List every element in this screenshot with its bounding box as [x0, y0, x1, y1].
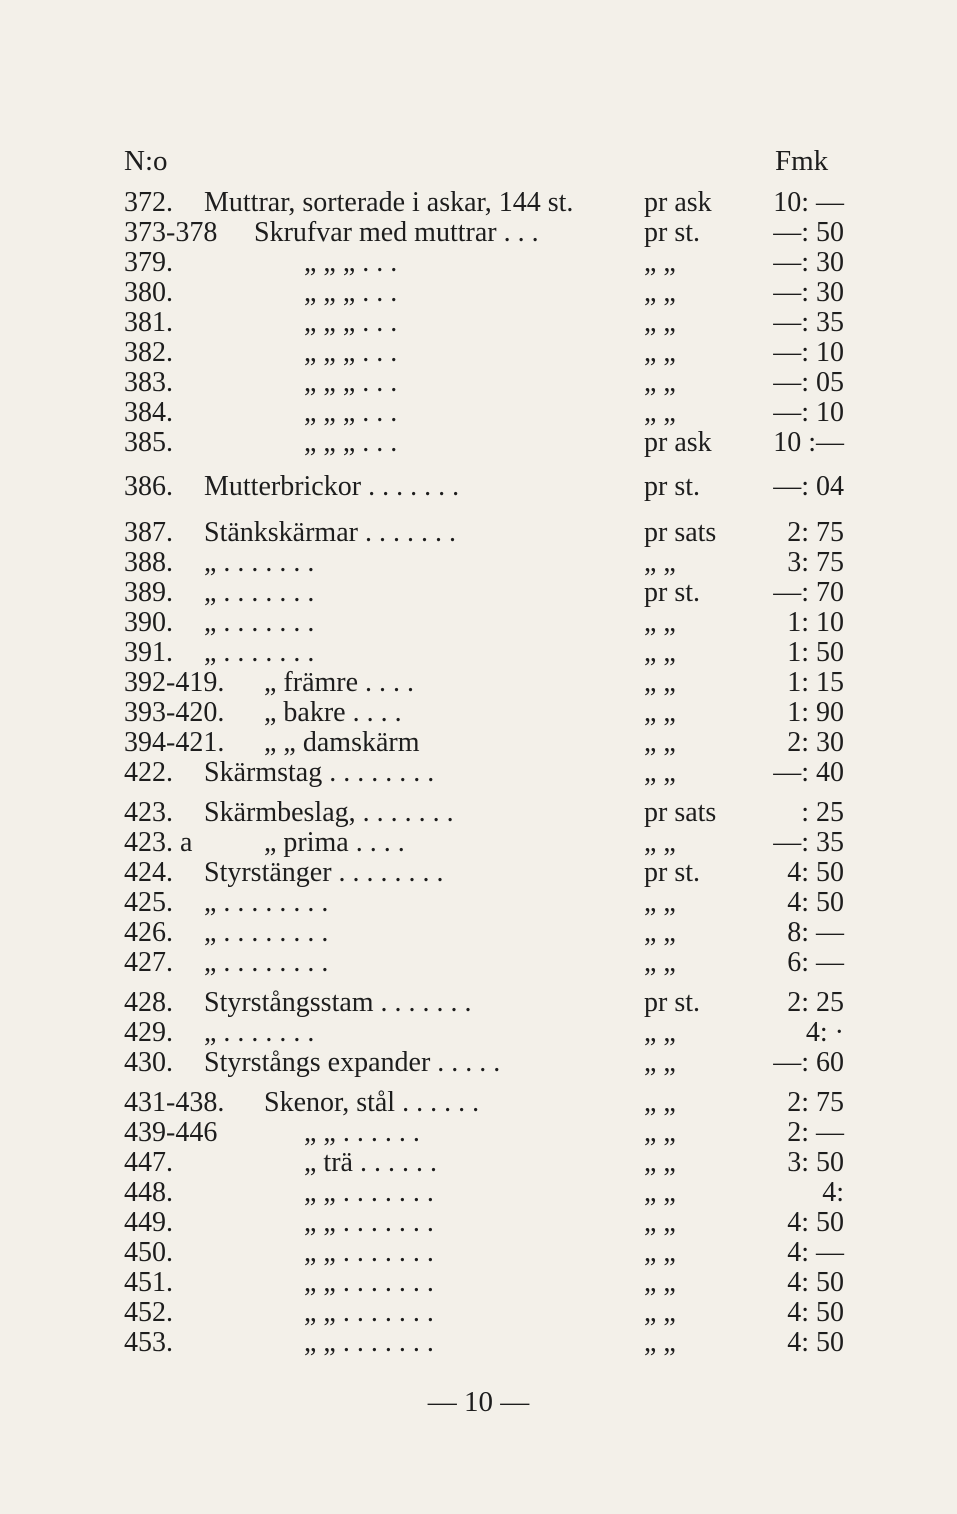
item-number: 393-420.: [124, 697, 225, 728]
item-unit: „ „: [644, 1147, 676, 1178]
list-item: [124, 1328, 844, 1358]
item-unit: „ „: [644, 1237, 676, 1268]
item-price: 3: 75: [787, 547, 844, 578]
item-description: „ . . . . . . .: [204, 637, 315, 668]
item-number: 390.: [124, 607, 173, 638]
item-unit: „ „: [644, 307, 676, 338]
list-item: [124, 728, 844, 758]
item-price: —: 04: [773, 471, 844, 502]
item-unit: „ „: [644, 757, 676, 788]
item-unit: „ „: [644, 367, 676, 398]
item-unit: „ „: [644, 397, 676, 428]
list-item: [124, 368, 844, 398]
item-unit: „ „: [644, 1017, 676, 1048]
item-description: „ . . . . . . . .: [204, 887, 329, 918]
item-price: 4: ·: [805, 1017, 844, 1048]
list-item: [124, 1018, 844, 1048]
item-description: „ „ „ . . .: [304, 367, 398, 398]
item-unit: „ „: [644, 607, 676, 638]
item-description: Skenor, stål . . . . . .: [264, 1087, 480, 1118]
item-unit: „ „: [644, 247, 676, 278]
item-unit: „ „: [644, 697, 676, 728]
item-price: 10: —: [773, 187, 844, 218]
item-price: 4: 50: [787, 887, 844, 918]
item-number: 439-446: [124, 1117, 218, 1148]
item-number: 448.: [124, 1177, 173, 1208]
item-price: 3: 50: [787, 1147, 844, 1178]
item-price: 2: —: [787, 1117, 844, 1148]
list-item: [124, 218, 844, 248]
item-description: „ „ . . . . . . .: [304, 1267, 434, 1298]
item-unit: „ „: [644, 667, 676, 698]
item-description: „ „ „ . . .: [304, 277, 398, 308]
list-item: [124, 608, 844, 638]
item-description: „ „ „ . . .: [304, 427, 398, 458]
item-description: „ „ „ . . .: [304, 247, 398, 278]
item-unit: „ „: [644, 947, 676, 978]
item-price: —: 10: [773, 337, 844, 368]
item-description: „ . . . . . . .: [204, 1017, 315, 1048]
item-description: „ „ . . . . . . .: [304, 1297, 434, 1328]
list-item: [124, 1268, 844, 1298]
item-unit: „ „: [644, 1177, 676, 1208]
item-description: „ bakre . . . .: [264, 697, 402, 728]
item-number: 383.: [124, 367, 173, 398]
item-unit: pr ask: [644, 187, 712, 218]
item-number: 373-378: [124, 217, 218, 248]
item-price: : 25: [801, 797, 844, 828]
item-description: „ . . . . . . .: [204, 607, 315, 638]
item-description: „ „ damskärm: [264, 727, 420, 758]
list-item: [124, 828, 844, 858]
list-item: [124, 758, 844, 788]
item-unit: „ „: [644, 1297, 676, 1328]
list-item: [124, 858, 844, 888]
item-number: 428.: [124, 987, 173, 1018]
item-price: —: 30: [773, 247, 844, 278]
list-item: [124, 338, 844, 368]
item-number: 429.: [124, 1017, 173, 1048]
item-number: 424.: [124, 857, 173, 888]
item-price: —: 70: [773, 577, 844, 608]
list-item: [124, 988, 844, 1018]
list-item: [124, 248, 844, 278]
item-unit: pr st.: [644, 987, 700, 1018]
item-number: 380.: [124, 277, 173, 308]
item-number: 387.: [124, 517, 173, 548]
list-item: [124, 548, 844, 578]
item-unit: „ „: [644, 727, 676, 758]
item-unit: „ „: [644, 827, 676, 858]
item-price: —: 60: [773, 1047, 844, 1078]
item-number: 389.: [124, 577, 173, 608]
number-column-header: N:o: [124, 145, 168, 177]
item-number: 392-419.: [124, 667, 225, 698]
item-price: 2: 75: [787, 1087, 844, 1118]
list-item: [124, 188, 844, 218]
item-unit: „ „: [644, 1327, 676, 1358]
item-number: 372.: [124, 187, 173, 218]
item-description: „ „ . . . . . .: [304, 1117, 420, 1148]
item-description: Skärmstag . . . . . . . .: [204, 757, 435, 788]
item-unit: pr st.: [644, 471, 700, 502]
item-price: 4: 50: [787, 1297, 844, 1328]
item-unit: „ „: [644, 887, 676, 918]
list-item: [124, 398, 844, 428]
list-item: [124, 888, 844, 918]
item-price: 2: 25: [787, 987, 844, 1018]
item-number: 381.: [124, 307, 173, 338]
item-description: „ „ „ . . .: [304, 307, 398, 338]
item-number: 449.: [124, 1207, 173, 1238]
item-unit: pr st.: [644, 857, 700, 888]
item-unit: „ „: [644, 637, 676, 668]
item-price: 4: 50: [787, 1207, 844, 1238]
item-description: Mutterbrickor . . . . . . .: [204, 471, 460, 502]
item-price: 4: —: [787, 1237, 844, 1268]
item-price: 1: 50: [787, 637, 844, 668]
item-number: 431-438.: [124, 1087, 225, 1118]
item-price: 4: 50: [787, 857, 844, 888]
item-number: 453.: [124, 1327, 173, 1358]
item-description: „ „ „ . . .: [304, 397, 398, 428]
list-item: [124, 1148, 844, 1178]
item-description: Stänkskärmar . . . . . . .: [204, 517, 456, 548]
item-description: Styrstångs expander . . . . .: [204, 1047, 501, 1078]
list-item: [124, 798, 844, 828]
item-unit: pr st.: [644, 217, 700, 248]
item-price: 6: —: [787, 947, 844, 978]
list-item: [124, 1238, 844, 1268]
item-number: 394-421.: [124, 727, 225, 758]
item-unit: „ „: [644, 917, 676, 948]
item-price: —: 35: [773, 827, 844, 858]
item-number: 422.: [124, 757, 173, 788]
item-description: Skrufvar med muttrar . . .: [254, 217, 539, 248]
item-price: 1: 15: [787, 667, 844, 698]
item-number: 450.: [124, 1237, 173, 1268]
item-price: —: 05: [773, 367, 844, 398]
item-unit: „ „: [644, 1207, 676, 1238]
item-description: Styrstångsstam . . . . . . .: [204, 987, 472, 1018]
item-price: 4: 50: [787, 1327, 844, 1358]
item-number: 384.: [124, 397, 173, 428]
list-item: [124, 1178, 844, 1208]
item-number: 379.: [124, 247, 173, 278]
list-item: [124, 948, 844, 978]
item-unit: „ „: [644, 1087, 676, 1118]
item-price: —: 30: [773, 277, 844, 308]
item-description: Styrstänger . . . . . . . .: [204, 857, 444, 888]
item-price: 4:: [822, 1177, 844, 1208]
item-number: 386.: [124, 471, 173, 502]
item-number: 423. a: [124, 827, 193, 858]
item-number: 426.: [124, 917, 173, 948]
item-description: „ . . . . . . .: [204, 577, 315, 608]
item-unit: pr st.: [644, 577, 700, 608]
list-item: [124, 1088, 844, 1118]
item-price: 8: —: [787, 917, 844, 948]
list-item: [124, 518, 844, 548]
item-unit: „ „: [644, 1047, 676, 1078]
item-number: 430.: [124, 1047, 173, 1078]
item-unit: „ „: [644, 1117, 676, 1148]
item-description: „ främre . . . .: [264, 667, 415, 698]
item-unit: „ „: [644, 277, 676, 308]
item-description: „ . . . . . . . .: [204, 917, 329, 948]
item-unit: „ „: [644, 547, 676, 578]
list-item: [124, 472, 844, 502]
list-item: [124, 1118, 844, 1148]
item-description: „ „ . . . . . . .: [304, 1177, 434, 1208]
item-number: 388.: [124, 547, 173, 578]
list-item: [124, 1298, 844, 1328]
list-item: [124, 308, 844, 338]
list-item: [124, 578, 844, 608]
item-price: 2: 75: [787, 517, 844, 548]
item-price: —: 50: [773, 217, 844, 248]
item-description: Muttrar, sorterade i askar, 144 st.: [204, 187, 574, 218]
list-item: [124, 278, 844, 308]
page-number: — 10 —: [427, 1386, 530, 1418]
item-number: 447.: [124, 1147, 173, 1178]
item-unit: pr ask: [644, 427, 712, 458]
list-item: [124, 428, 844, 458]
item-description: „ prima . . . .: [264, 827, 405, 858]
item-unit: pr sats: [644, 797, 717, 828]
item-description: „ „ . . . . . . .: [304, 1207, 434, 1238]
item-number: 425.: [124, 887, 173, 918]
currency-column-header: Fmk: [775, 145, 829, 177]
list-item: [124, 1048, 844, 1078]
item-description: „ . . . . . . .: [204, 547, 315, 578]
item-number: 423.: [124, 797, 173, 828]
item-description: Skärmbeslag, . . . . . . .: [204, 797, 454, 828]
item-price: 2: 30: [787, 727, 844, 758]
item-description: „ „ . . . . . . .: [304, 1327, 434, 1358]
item-price: 1: 10: [787, 607, 844, 638]
item-description: „ trä . . . . . .: [304, 1147, 437, 1178]
item-description: „ . . . . . . . .: [204, 947, 329, 978]
item-price: 10 :—: [773, 427, 844, 458]
item-number: 382.: [124, 337, 173, 368]
list-item: [124, 668, 844, 698]
list-item: [124, 918, 844, 948]
item-unit: „ „: [644, 1267, 676, 1298]
item-number: 391.: [124, 637, 173, 668]
item-unit: pr sats: [644, 517, 717, 548]
item-price: —: 10: [773, 397, 844, 428]
item-number: 452.: [124, 1297, 173, 1328]
list-item: [124, 1208, 844, 1238]
item-number: 451.: [124, 1267, 173, 1298]
item-description: „ „ „ . . .: [304, 337, 398, 368]
item-price: —: 35: [773, 307, 844, 338]
item-unit: „ „: [644, 337, 676, 368]
item-price: 4: 50: [787, 1267, 844, 1298]
list-item: [124, 698, 844, 728]
item-number: 427.: [124, 947, 173, 978]
item-price: —: 40: [773, 757, 844, 788]
item-description: „ „ . . . . . . .: [304, 1237, 434, 1268]
item-price: 1: 90: [787, 697, 844, 728]
list-item: [124, 638, 844, 668]
item-number: 385.: [124, 427, 173, 458]
